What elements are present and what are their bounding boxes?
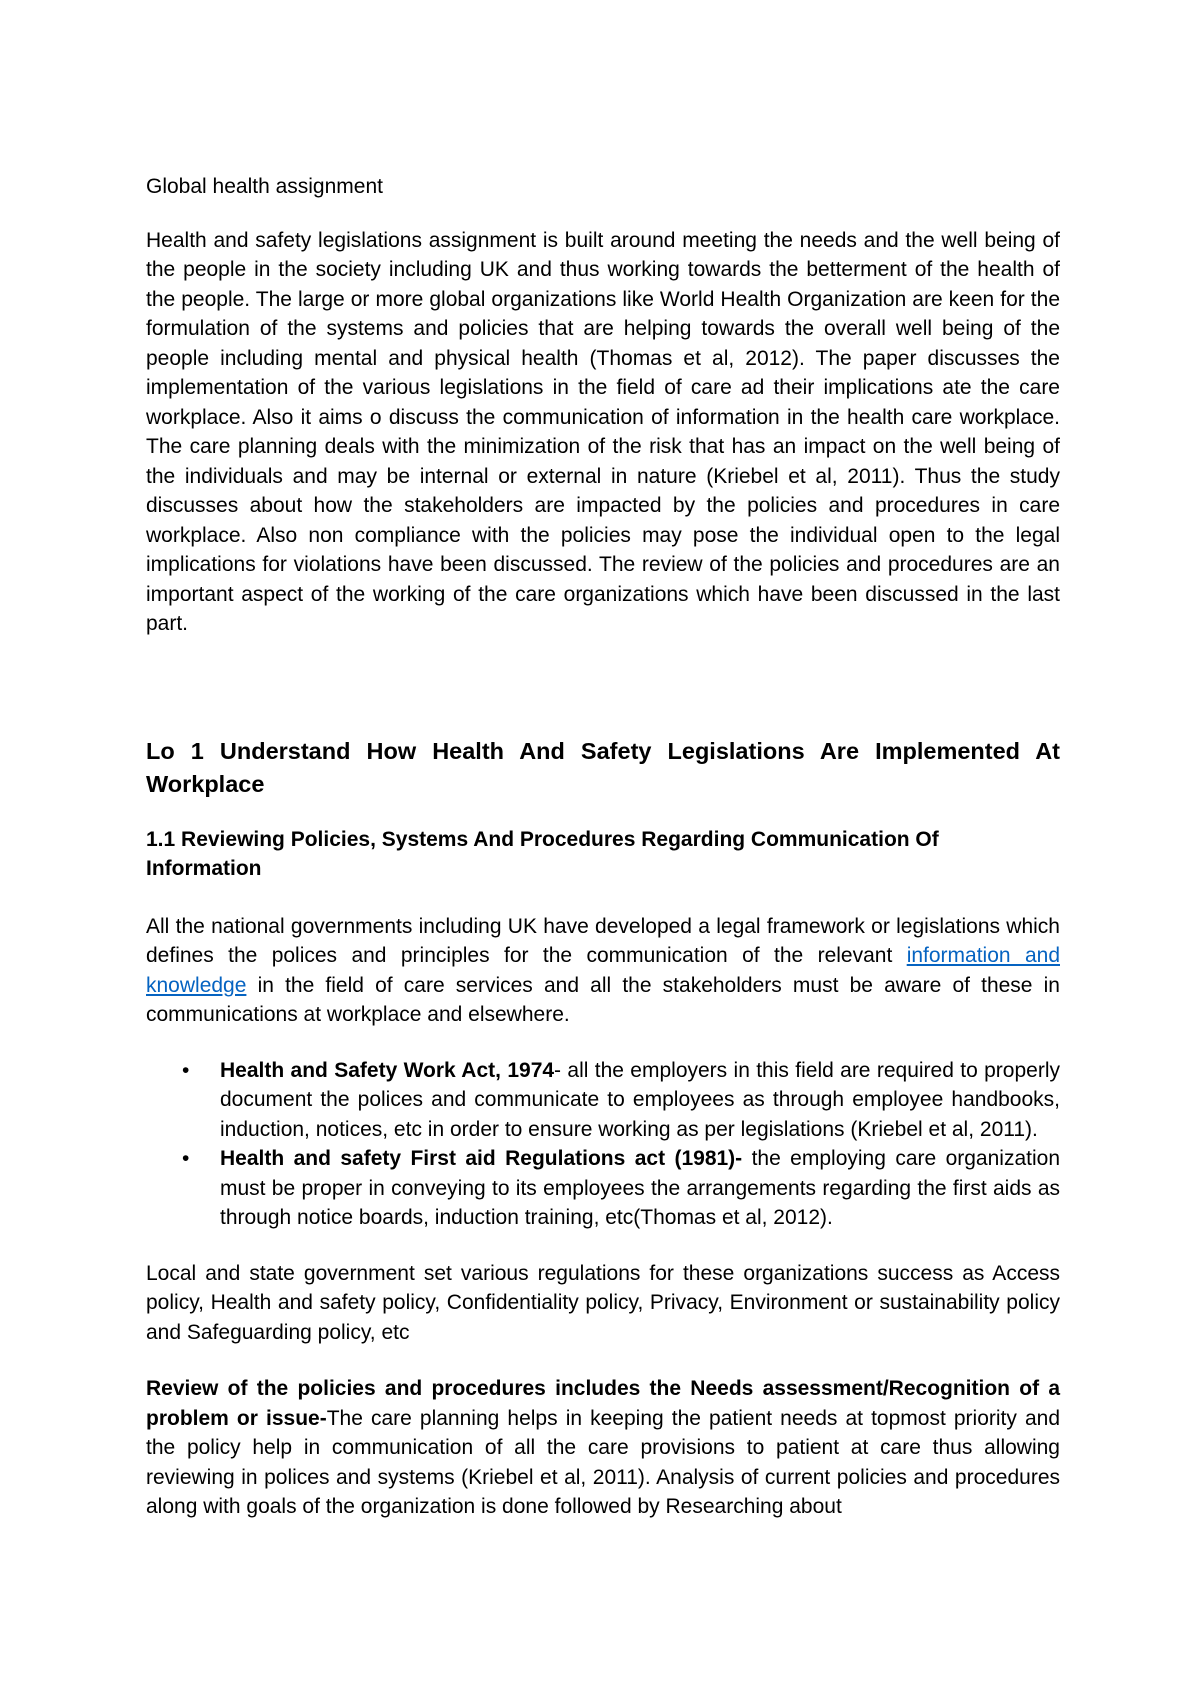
legal-framework-paragraph [146, 912, 1060, 1030]
review-paragraph [146, 1374, 1060, 1522]
intro-paragraph: Health and safety legislations assignment is built around meeting the needs and the well being of the people in the society including UK and thus working towards the betterment of the health of the people. The large or more global organizations like World Health Organization are keen for the formulation of the systems and policies that are helping towards the overall well being of the people including mental and physical health (Thomas et al, 2012). The paper discusses the implementation of the various legislations in the field of care ad their implications ate the care workplace. Also it aims o discuss the communication of information in the health care workplace. The care planning deals with the minimization of the risk that has an impact on the well being of the individuals and may be internal or external in nature (Kriebel et al, 2011). Thus the study discusses about how the stakeholders are impacted by the policies and procedures in care workplace. Also non compliance with the policies may pose the individual open to the legal implications for violations have been discussed. The review of the policies and procedures are an important aspect of the working of the care organizations which have been discussed in the last part. [146, 228, 1060, 635]
review-text: The care planning helps in keeping the patient needs at topmost priority and the policy help in communication of all the care provisions to patient at care thus allowing reviewing in polices and systems (Kriebel et al, 2011). Analysis of current policies and procedures along with goals of the organization is done followed by Researching about [146, 1406, 1060, 1518]
document-title: Global health assignment [146, 175, 383, 198]
legal-framework-text-before: All the national governments including UK have developed a legal framework or legislations which defines the polices and principles for the communication of the relevant [146, 914, 1060, 967]
legal-framework-text-after: in the field of care services and all the stakeholders must be aware of these in communications at workplace and elsewhere. [146, 973, 1060, 1026]
bullet-text: - all the employers in this field are required to properly document the polices and communicate to employees as through employee handbooks, induction, notices, etc in order to ensure working as per legislations (Kriebel et al, 2011). [220, 1058, 1060, 1141]
bullet-icon: • [182, 1058, 190, 1082]
regulations-paragraph: Local and state government set various regulations for these organizations success as Access policy, Health and safety policy, Confidentiality policy, Privacy, Environment or sustainability policy and Safeguarding policy, etc [146, 1261, 1060, 1344]
section-1-1-heading: 1.1 Reviewing Policies, Systems And Procedures Regarding Communication Of Information [146, 827, 939, 880]
bullet-text: the employing care organization must be proper in conveying to its employees the arrangements regarding the first aids as through notice boards, induction training, etc(Thomas et al, 2012). [220, 1147, 1060, 1229]
information-and-knowledge-link[interactable]: information and knowledge [146, 944, 1060, 997]
review-bold-text: Review of the policies and procedures includes the Needs assessment/Recognition of a problem or issue- [146, 1377, 1060, 1430]
lo1-heading: Lo 1 Understand How Health And Safety Legislations Are Implemented At Workplace [146, 737, 1060, 797]
legislation-bullet-list [146, 1056, 1060, 1233]
list-item [146, 1144, 1060, 1233]
list-item [146, 1056, 1060, 1145]
bullet-icon: • [182, 1147, 190, 1170]
document-page [146, 172, 1060, 1522]
bullet-bold-text: Health and safety First aid Regulations act (1981)- [220, 1147, 743, 1170]
bullet-bold-text: Health and Safety Work Act, 1974 [220, 1058, 555, 1082]
